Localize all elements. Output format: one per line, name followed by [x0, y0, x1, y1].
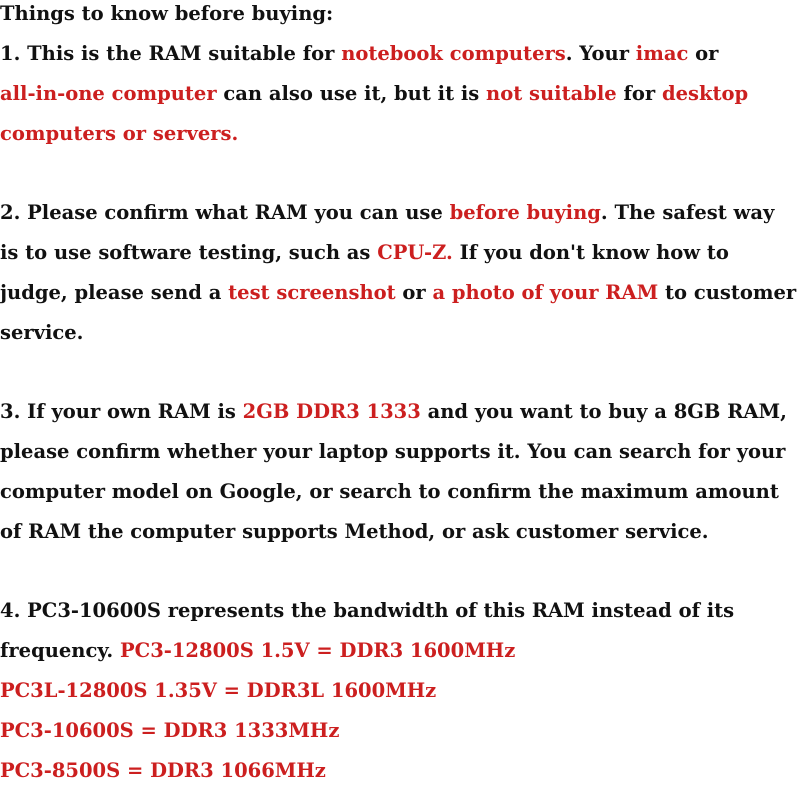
body-text: 1. This is the RAM suitable for	[0, 42, 342, 65]
highlighted-text: not suitable	[486, 82, 617, 105]
highlighted-text: test screenshot	[228, 281, 396, 304]
highlighted-text: notebook computers	[341, 42, 566, 65]
body-text: . Your	[565, 42, 636, 65]
ram-spec-pc3l-12800s	[0, 679, 436, 703]
point-2-line-2	[0, 241, 729, 265]
point-3-line-3	[0, 480, 779, 504]
point-2-line-1	[0, 201, 774, 225]
point-3-line-4	[0, 520, 709, 544]
notice-heading: Things to know before buying:	[0, 2, 334, 25]
point-4-line-2	[0, 639, 515, 663]
body-text: . The safest way	[600, 201, 775, 224]
highlighted-text: computers or servers.	[0, 122, 239, 145]
point-1-line-3	[0, 122, 238, 146]
point-2-line-3	[0, 281, 796, 305]
body-text: frequency.	[0, 639, 121, 662]
body-text: can also use it, but it is	[216, 82, 487, 105]
ram-spec-pc3-10600s	[0, 719, 339, 743]
body-text: If you don't know how to	[452, 241, 729, 264]
body-text: 2. Please confirm what RAM you can use	[0, 201, 450, 224]
point-3-line-1	[0, 400, 787, 424]
body-text: is to use software testing, such as	[0, 241, 378, 264]
body-text: 4. PC3-10600S represents the bandwidth of this RAM instead of its	[0, 599, 735, 622]
highlighted-text: all-in-one computer	[0, 82, 217, 105]
point-1-line-1	[0, 42, 718, 66]
highlighted-text: before buying	[449, 201, 601, 224]
body-text: computer model on Google, or search to confirm the maximum amount	[0, 480, 779, 503]
highlighted-text: CPU-Z.	[377, 241, 453, 264]
body-text: judge, please send a	[0, 281, 229, 304]
ram-spec-pc3-8500s	[0, 759, 326, 783]
highlighted-text: PC3L-12800S 1.35V = DDR3L 1600MHz	[0, 679, 437, 702]
body-text: service.	[0, 321, 84, 344]
body-text: please confirm whether your laptop supports it. You can search for your	[0, 440, 786, 463]
body-text: or	[688, 42, 719, 65]
highlighted-text: 2GB DDR3 1333	[242, 400, 421, 423]
highlighted-text: imac	[635, 42, 689, 65]
highlighted-text: PC3-12800S 1.5V = DDR3 1600MHz	[120, 639, 516, 662]
body-text: for	[616, 82, 662, 105]
highlighted-text: a photo of your RAM	[432, 281, 659, 304]
point-2-line-4	[0, 321, 83, 345]
highlighted-text: desktop	[661, 82, 749, 105]
body-text: 3. If your own RAM is	[0, 400, 243, 423]
point-4-line-1	[0, 599, 734, 623]
point-1-line-2	[0, 82, 748, 106]
point-3-line-2	[0, 440, 785, 464]
body-text: to customer	[658, 281, 797, 304]
body-text: of RAM the computer supports Method, or ask customer service.	[0, 520, 709, 543]
highlighted-text: PC3-10600S = DDR3 1333MHz	[0, 719, 340, 742]
body-text: or	[395, 281, 433, 304]
body-text: and you want to buy a 8GB RAM,	[420, 400, 787, 423]
highlighted-text: PC3-8500S = DDR3 1066MHz	[0, 759, 326, 782]
